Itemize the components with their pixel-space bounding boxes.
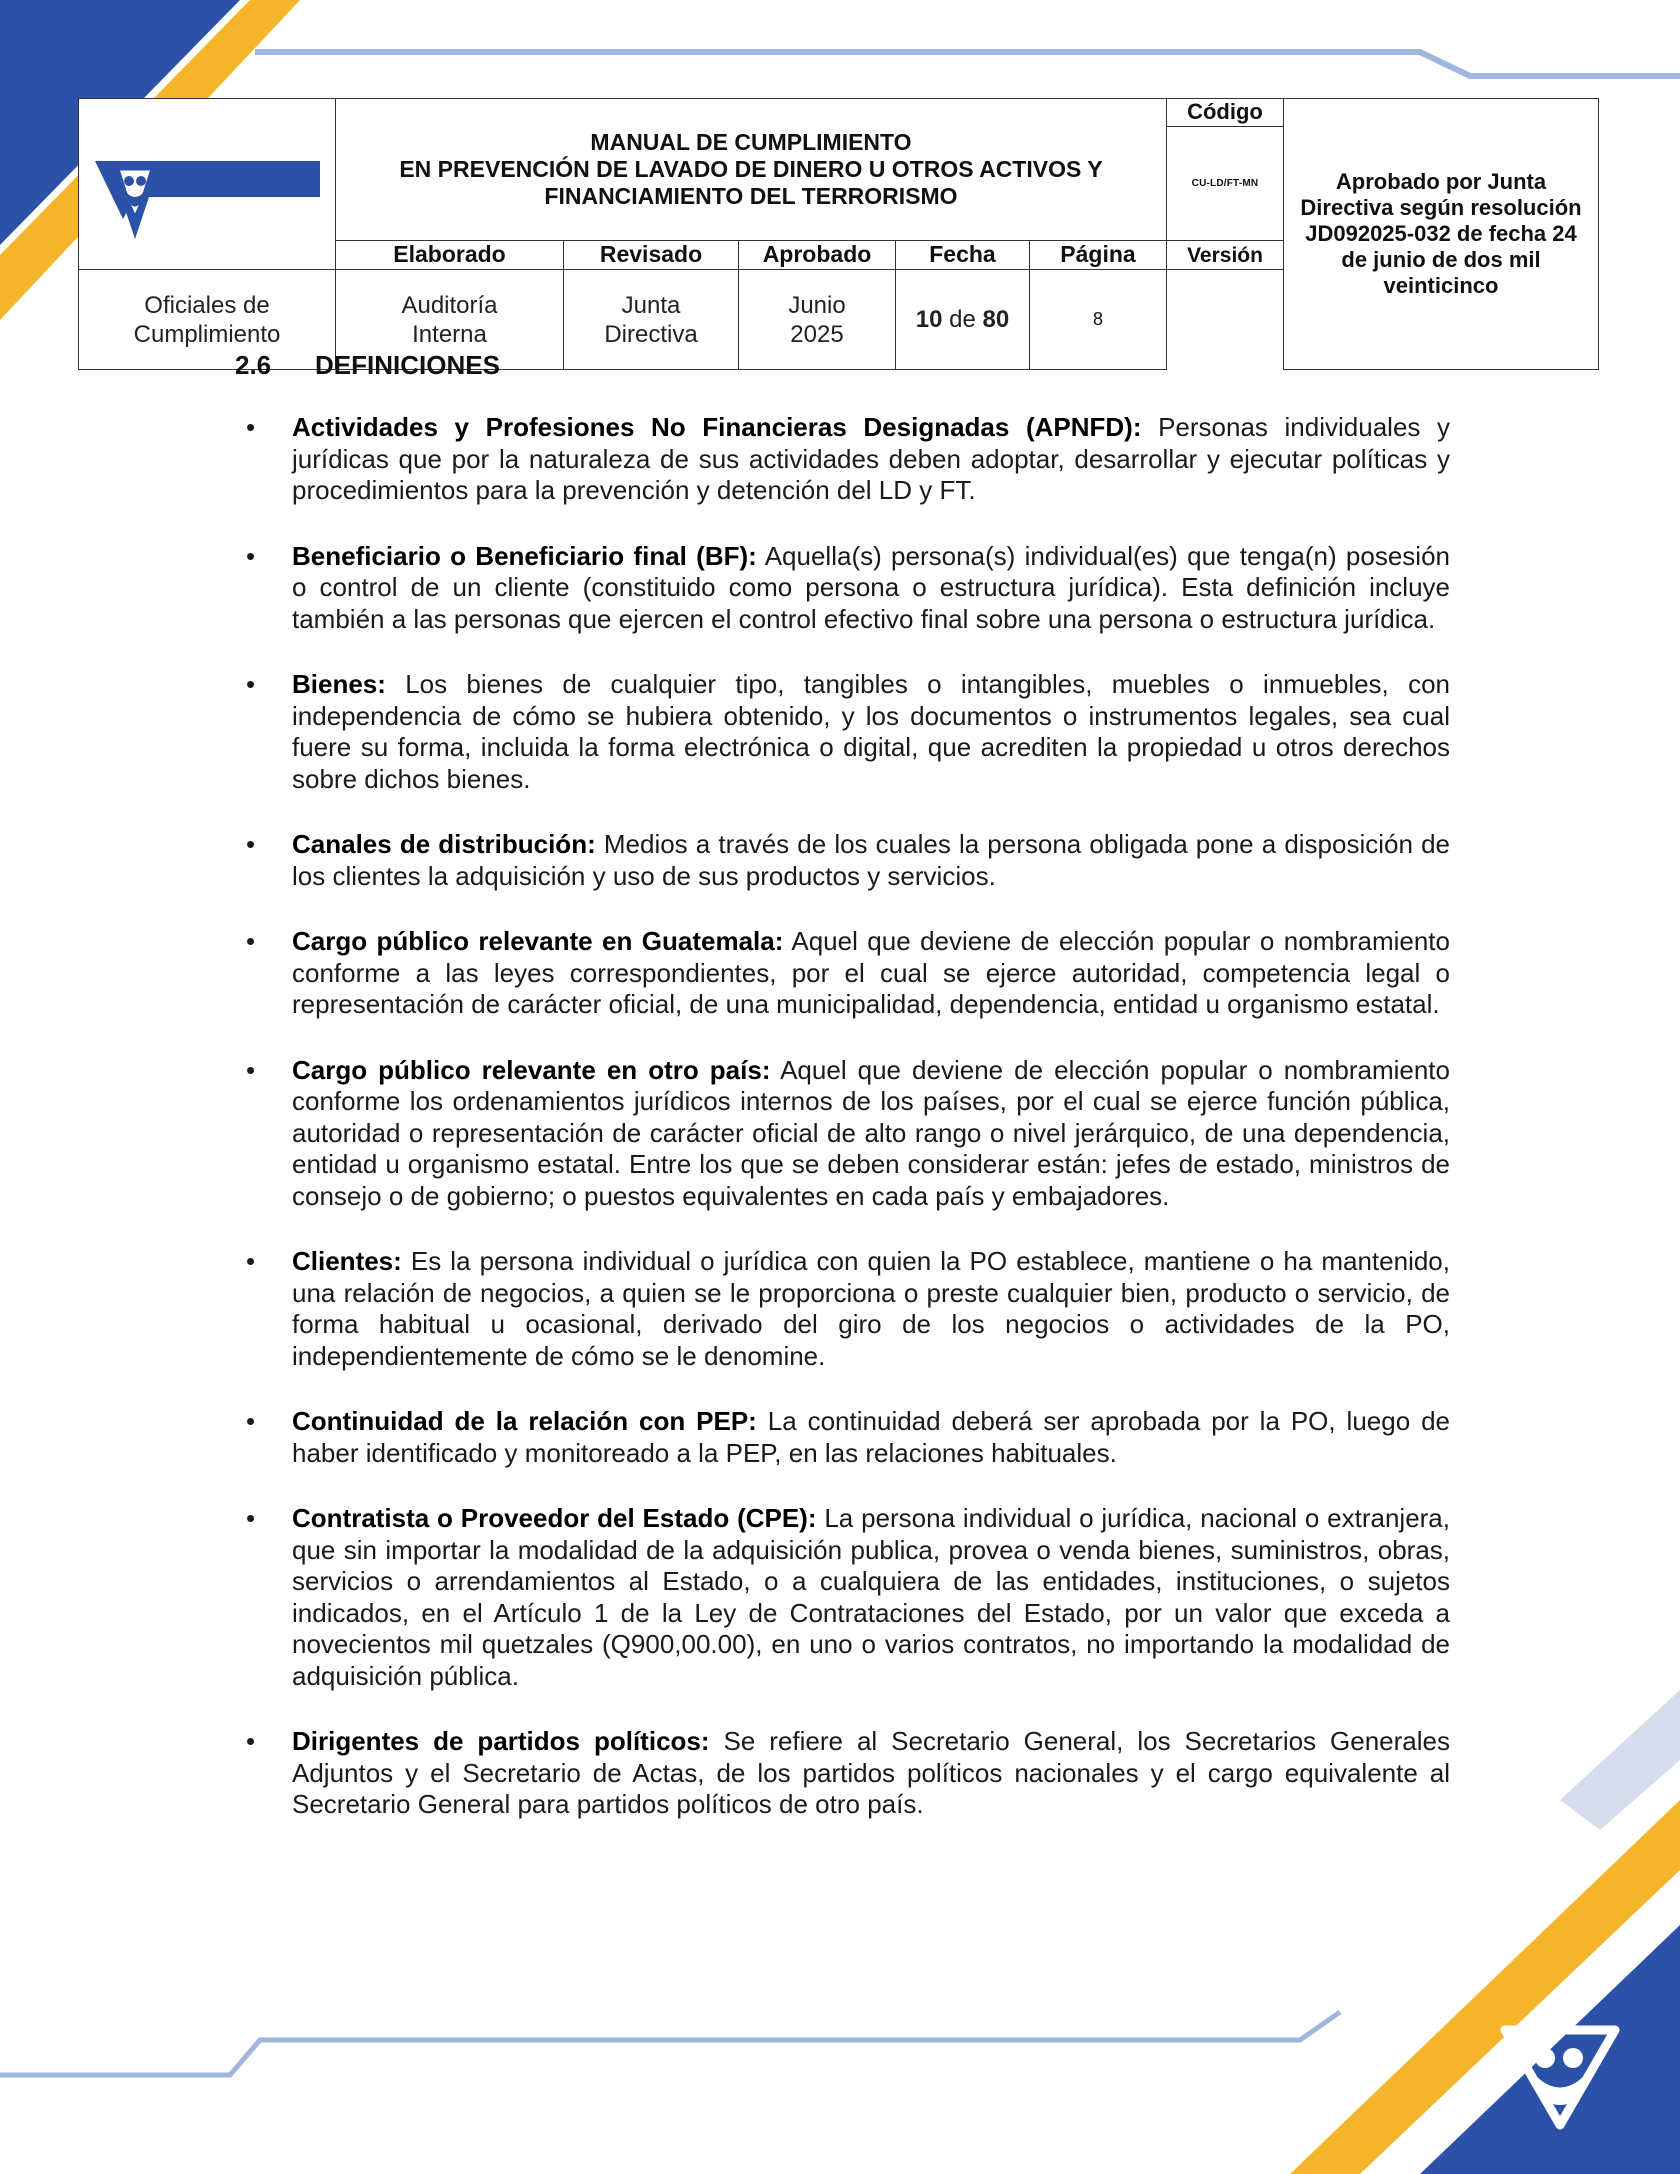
title-line-1: MANUAL DE CUMPLIMIENTO: [590, 129, 912, 156]
definition-text: Medios a través de los cuales la persona obligada pone a disposición de los clientes la adquisición y uso de sus productos y servicios.: [292, 829, 1450, 891]
definition-text: Aquella(s) persona(s) individual(es) que tenga(n) posesión o control de un cliente (constituido como persona o estructura jurídica). Esta definición incluye también a las personas que ejercen el control efectivo final sobre una persona o estructura jurídica.: [292, 540, 1451, 634]
definition-item: [240, 1246, 1450, 1372]
version-label: Versión: [1167, 241, 1284, 270]
bullet-icon: •: [246, 412, 256, 442]
definition-term: Cargo público relevante en Guatemala:: [292, 926, 784, 956]
definition-text: La persona individual o jurídica, nacional o extranjera, que sin importar la modalidad de la adquisición publica, provea o venda bienes, suministros, obras, servicios o arrendamientos al Estado, o a cualquiera de las entidades, instituciones, o sujetos indicados, en el Artículo 1 de la Ley de Contrataciones del Estado, por un valor que exceda a novecientos mil quetzales (Q900,00.00), en uno o varios contratos, no importando la modalidad de adquisición pública.: [292, 1503, 1450, 1691]
definition-text: Personas individuales y jurídicas que por la naturaleza de sus actividades deben adoptar, desarrollar y ejecutar políticas y procedimientos para la prevención y detención del LD y FT.: [292, 412, 1450, 505]
col-elaborado: Elaborado: [336, 241, 564, 270]
definition-text: Se refiere al Secretario General, los Secretarios Generales Adjuntos y el Secretario de Actas, de los partidos políticos nacionales y el cargo equivalente al Secretario General para partidos políticos de otro país.: [292, 1726, 1450, 1819]
bullet-icon: •: [246, 829, 256, 859]
bullet-icon: •: [246, 926, 256, 956]
col-pagina: Página: [1030, 241, 1167, 270]
document-header-table: [78, 98, 1599, 370]
col-aprobado: Aprobado: [739, 241, 896, 270]
definition-term: Cargo público relevante en otro país:: [292, 1054, 771, 1085]
definition-item: [240, 829, 1450, 892]
bullet-icon: •: [246, 1726, 256, 1756]
page-of: de: [949, 306, 976, 333]
aprobado-value: Junta Directiva: [564, 270, 739, 370]
bullet-icon: •: [246, 1503, 256, 1533]
bullet-icon: •: [246, 1246, 256, 1276]
section-number: 2.6: [235, 350, 272, 380]
page-total: 80: [982, 306, 1010, 333]
definition-text: Aquel que deviene de elección popular o nombramiento conforme los ordenamientos jurídicos internos de los países, por el cual se ejerce función pública, autoridad o representación de carácter oficial de alto rango o nivel jerárquico, de una dependencia, entidad u organismo estatal. Entre los que se deben considerar están: jefes de estado, ministros de consejo o de gobierno; o puestos equivalentes en cada país y embajadores.: [292, 1054, 1450, 1211]
document-title: [336, 99, 1167, 241]
definition-text: La continuidad deberá ser aprobada por la PO, luego de haber identificado y monitoreado a la PEP, en las relaciones habituales.: [292, 1406, 1450, 1468]
definition-text: Aquel que deviene de elección popular o nombramiento conforme a las leyes correspondientes, por el cual se ejerce autoridad, competencia legal o representación de carácter oficial, de una municipalidad, dependencia, entidad u organismo estatal.: [292, 926, 1450, 1019]
logo-text: APROFAM: [175, 206, 307, 236]
definition-item: [240, 1406, 1450, 1469]
fecha-value: Junio 2025: [739, 270, 896, 370]
definition-item: [240, 926, 1450, 1021]
definition-term: Contratista o Proveedor del Estado (CPE):: [292, 1503, 817, 1533]
definition-term: Dirigentes de partidos políticos:: [292, 1726, 710, 1756]
codigo-label: Código: [1167, 99, 1284, 127]
definition-item: [240, 1055, 1450, 1213]
definition-item: [240, 669, 1450, 795]
version-value: 8: [1030, 270, 1167, 370]
definition-item: [240, 1726, 1450, 1821]
definitions-list: [240, 412, 1450, 1855]
definition-item: [240, 541, 1450, 636]
title-line-2: EN PREVENCIÓN DE LAVADO DE DINERO U OTROS ACTIVOS Y: [399, 156, 1103, 183]
definition-term: Clientes:: [292, 1246, 402, 1276]
definition-item: [240, 1503, 1450, 1692]
revisado-value: Auditoría Interna: [336, 270, 564, 370]
definition-text: Es la persona individual o jurídica con quien la PO establece, mantiene o ha mantenido, una relación de negocios, a quien se le proporciona o preste cualquier bien, producto o servicio, de forma habitual u ocasional, derivado del giro de los negocios o actividades de la PO, independientemente de cómo se le denomine.: [292, 1246, 1450, 1371]
definition-term: Canales de distribución:: [292, 829, 596, 859]
definition-term: Continuidad de la relación con PEP:: [292, 1406, 757, 1436]
col-fecha: Fecha: [896, 241, 1030, 270]
bullet-icon: •: [246, 1406, 256, 1436]
definition-term: Actividades y Profesiones No Financieras Designadas (APNFD):: [292, 412, 1142, 442]
section-heading: [235, 350, 500, 381]
bullet-icon: •: [246, 1054, 256, 1085]
definition-term: Beneficiario o Beneficiario final (BF):: [292, 540, 757, 571]
top-line: [255, 52, 1680, 76]
page-number: [896, 270, 1030, 370]
definition-term: Bienes:: [292, 669, 386, 699]
definition-item: [240, 412, 1450, 507]
approval-note: Aprobado por Junta Directiva según resolución JD092025-032 de fecha 24 de junio de dos mil veinticinco: [1284, 99, 1599, 370]
col-revisado: Revisado: [564, 241, 739, 270]
bottom-line: [0, 2012, 1340, 2075]
definition-text: Los bienes de cualquier tipo, tangibles o intangibles, muebles o inmuebles, con independencia de cómo se hubiera obtenido, y los documentos o instrumentos legales, sea cual fuere su forma, incluida la forma electrónica o digital, que acrediten la propiedad u otros derechos sobre dichos bienes.: [292, 669, 1450, 794]
bullet-icon: •: [246, 540, 256, 571]
title-line-3: FINANCIAMIENTO DEL TERRORISMO: [544, 183, 958, 210]
elaborado-value: Oficiales de Cumplimiento: [79, 270, 336, 370]
bottom-right-light-stripe: [1560, 1690, 1680, 1830]
logo-cell: [79, 99, 336, 270]
codigo-value: CU-LD/FT-MN: [1167, 127, 1284, 241]
section-title: DEFINICIONES: [315, 350, 500, 380]
bullet-icon: •: [246, 669, 256, 699]
page-current: 10: [915, 306, 943, 333]
